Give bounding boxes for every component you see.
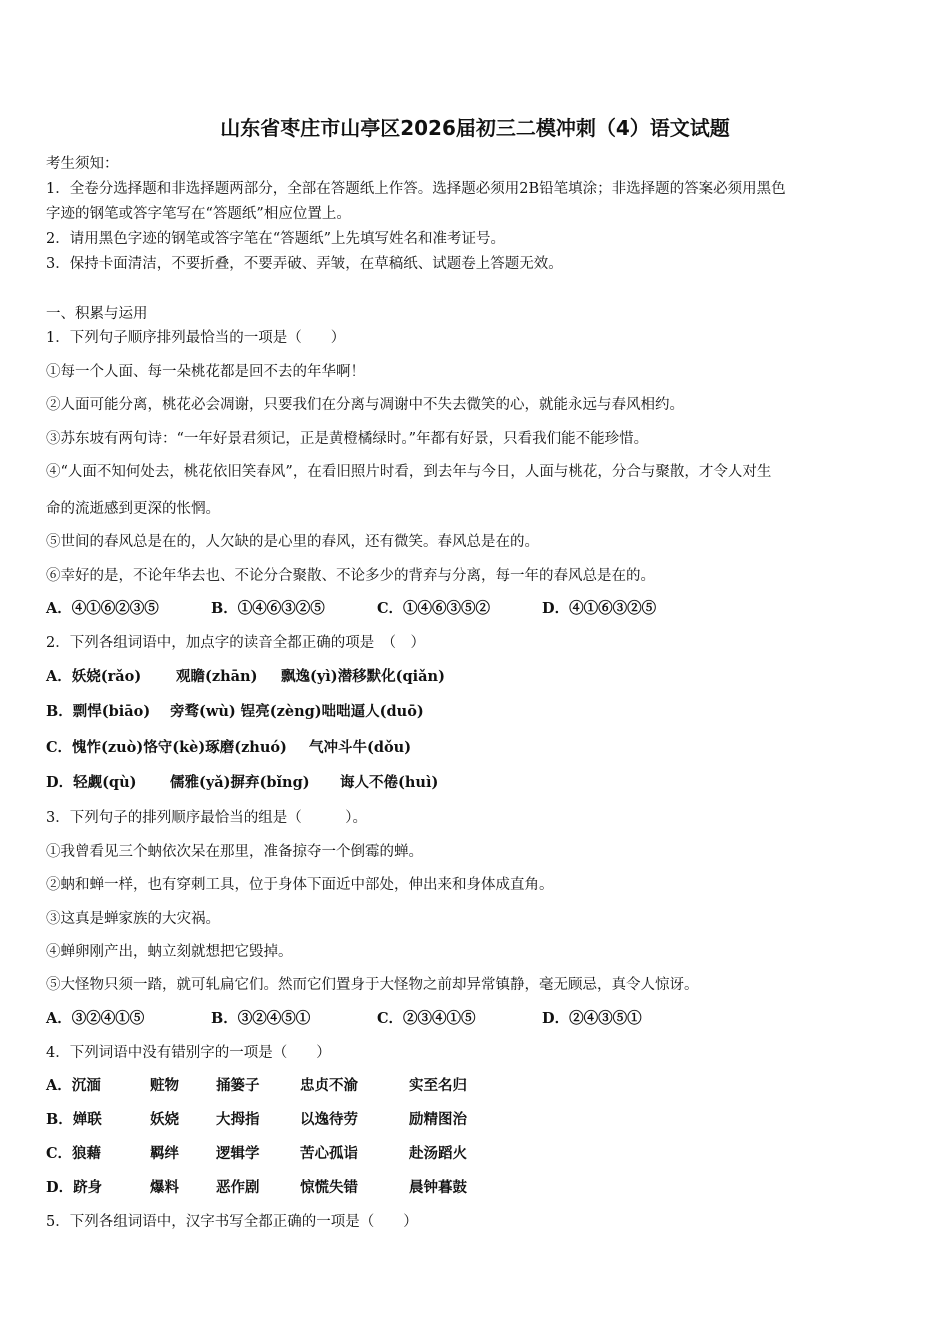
q4-word: 苦心孤诣 bbox=[300, 1145, 358, 1162]
q3-sentence: ②蚋和蝉一样，也有穿刺工具，位于身体下面近中部处，伸出来和身体成直角。 bbox=[46, 877, 554, 893]
q1-sentence: ⑥幸好的是，不论年华去也、不论分合聚散、不论多少的背弃与分离，每一年的春风总是在的。 bbox=[46, 568, 655, 584]
q2-option-text: 诲人不倦(huì) bbox=[340, 774, 439, 791]
q4-word: 励精图治 bbox=[409, 1111, 467, 1128]
q4-word: B．婵联 bbox=[46, 1111, 102, 1128]
q3-option-d[interactable]: D．②④③⑤① bbox=[542, 1010, 642, 1027]
q1-sentence: ⑤世间的春风总是在的，人欠缺的是心里的春风，还有微笑。春风总是在的。 bbox=[46, 534, 539, 550]
q4-word: 实至名归 bbox=[409, 1077, 467, 1094]
q4-word: 逻辑学 bbox=[216, 1145, 260, 1162]
notice-heading: 考生须知： bbox=[46, 156, 119, 172]
q1-sentence: ④“人面不知何处去，桃花依旧笑春风”，在看旧照片时看，到去年与今日，人面与桃花，分合与聚散，才令人对生 bbox=[46, 464, 772, 480]
q2-option-text: 气冲斗牛(dǒu) bbox=[309, 739, 412, 756]
q1-sentence: ①每一个人面、每一朵桃花都是回不去的年华啊！ bbox=[46, 364, 365, 380]
q4-word: 晨钟暮鼓 bbox=[409, 1179, 467, 1196]
q4-word: A．沉湎 bbox=[46, 1077, 101, 1094]
q1-option-d[interactable]: D．④①⑥③②⑤ bbox=[542, 600, 657, 617]
question-1-stem: 1．下列句子顺序排列最恰当的一项是（ ） bbox=[46, 330, 346, 346]
q1-sentence: 命的流逝感到更深的怅惘。 bbox=[46, 501, 220, 517]
q2-option-text: C．愧怍(zuò)恪守(kè)琢磨(zhuó) bbox=[46, 739, 287, 756]
q2-option-text: A．妖娆(rǎo) bbox=[46, 668, 142, 685]
question-5-stem: 5．下列各组词语中，汉字书写全都正确的一项是（ ） bbox=[46, 1214, 418, 1230]
notice-item: 2．请用黑色字迹的钢笔或答字笔在“答题纸”上先填写姓名和准考证号。 bbox=[46, 231, 506, 247]
q4-word: 惊慌失错 bbox=[300, 1179, 358, 1196]
q4-word: 妖娆 bbox=[150, 1111, 179, 1128]
q4-word: 赃物 bbox=[150, 1077, 179, 1094]
page-title: 山东省枣庄市山亭区2026届初三二模冲刺（4）语文试题 bbox=[220, 116, 730, 140]
q4-word: 羁绊 bbox=[150, 1145, 179, 1162]
q3-sentence: ④蝉卵刚产出，蚋立刻就想把它毁掉。 bbox=[46, 944, 293, 960]
q1-option-a[interactable]: A．④①⑥②③⑤ bbox=[46, 600, 159, 617]
q4-word: 爆料 bbox=[150, 1179, 179, 1196]
question-3-stem: 3．下列句子的排列顺序最恰当的组是（ ）。 bbox=[46, 810, 367, 826]
q3-sentence: ⑤大怪物只须一踏，就可轧扁它们。然而它们置身于大怪物之前却异常镇静，毫无顾忌，真令人惊讶。 bbox=[46, 977, 699, 993]
notice-item: 字迹的钢笔或答字笔写在“答题纸”相应位置上。 bbox=[46, 206, 351, 222]
q2-option-text: D．轻觑(qù) bbox=[46, 774, 137, 791]
notice-item: 3．保持卡面清洁，不要折叠，不要弄破、弄皱，在草稿纸、试题卷上答题无效。 bbox=[46, 256, 563, 272]
notice-item: 1．全卷分选择题和非选择题两部分，全部在答题纸上作答。选择题必须用2B铅笔填涂；非选择题的答案必须用黑色 bbox=[46, 181, 786, 197]
q3-option-a[interactable]: A．③②④①⑤ bbox=[46, 1010, 145, 1027]
q2-option-text: 儒雅(yǎ)摒弃(bǐng) bbox=[170, 774, 310, 791]
q4-word: C．狼藉 bbox=[46, 1145, 102, 1162]
q4-word: D．跻身 bbox=[46, 1179, 103, 1196]
q1-sentence: ③苏东坡有两句诗：“一年好景君须记，正是黄橙橘绿时。”年都有好景，只看我们能不能珍惜。 bbox=[46, 431, 649, 447]
question-4-stem: 4．下列词语中没有错别字的一项是（ ） bbox=[46, 1045, 331, 1061]
q4-word: 以逸待劳 bbox=[300, 1111, 358, 1128]
q2-option-text: 观瞻(zhān) bbox=[176, 668, 258, 685]
q4-word: 赴汤蹈火 bbox=[409, 1145, 467, 1162]
q1-option-c[interactable]: C．①④⑥③⑤② bbox=[377, 600, 491, 617]
q1-option-b[interactable]: B．①④⑥③②⑤ bbox=[211, 600, 325, 617]
q4-word: 忠贞不渝 bbox=[300, 1077, 358, 1094]
q3-option-c[interactable]: C．②③④①⑤ bbox=[377, 1010, 476, 1027]
q3-sentence: ③这真是蝉家族的大灾祸。 bbox=[46, 911, 220, 927]
q3-sentence: ①我曾看见三个蚋依次呆在那里，准备掠夺一个倒霉的蝉。 bbox=[46, 844, 423, 860]
q4-word: 捅篓子 bbox=[216, 1077, 260, 1094]
section-heading: 一、积累与运用 bbox=[46, 306, 148, 322]
q1-sentence: ②人面可能分离，桃花必会凋谢，只要我们在分离与凋谢中不失去微笑的心，就能永远与春风相约。 bbox=[46, 397, 684, 413]
q4-word: 大拇指 bbox=[216, 1111, 260, 1128]
q2-option-text: 旁骛(wù) 锃亮(zèng)咄咄逼人(duō) bbox=[170, 703, 424, 720]
q3-option-b[interactable]: B．③②④⑤① bbox=[211, 1010, 311, 1027]
q2-option-text: 飘逸(yì)潜移默化(qiǎn) bbox=[281, 668, 445, 685]
q2-option-text: B．剽悍(biāo) bbox=[46, 703, 151, 720]
question-2-stem: 2．下列各组词语中，加点字的读音全都正确的项是 （ ） bbox=[46, 635, 425, 651]
q4-word: 恶作剧 bbox=[216, 1179, 260, 1196]
